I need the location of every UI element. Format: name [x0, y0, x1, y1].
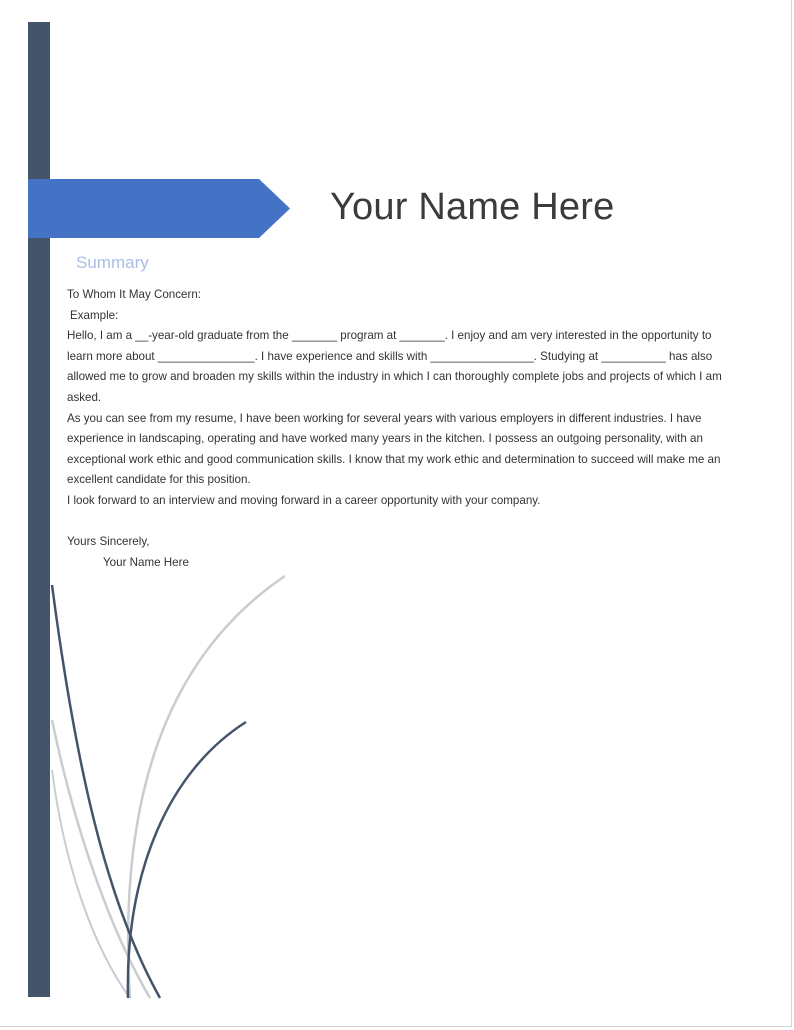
letter-signature: Your Name Here [103, 555, 189, 569]
spacer [67, 512, 737, 533]
letter-greeting: To Whom It May Concern: [67, 288, 202, 301]
swoosh-light-2 [52, 720, 150, 998]
summary-heading: Summary [76, 253, 149, 272]
letter-paragraph-1: Hello, I am a __-year-old graduate from the _______ program at _______. I enjoy and am very interested in the opportunity to learn more about _______________. I have experience and skills with ________________. Studying at __________ has also allowed me to grow and broaden my skills within the industry in which I can thoroughly complete jobs and projects of which I am asked. [67, 329, 722, 404]
swoosh-dark-1 [128, 722, 246, 998]
example-label: Example: [70, 308, 119, 322]
letter-paragraph-3: I look forward to an interview and moving forward in a career opportunity with your company. [67, 493, 541, 507]
name-title: Your Name Here [330, 186, 615, 228]
header-arrow-banner [28, 179, 290, 238]
letter-closing: Yours Sincerely, [67, 535, 150, 549]
letter-paragraph-2: As you can see from my resume, I have been working for several years with various employers in different industries. I have experience in landscaping, operating and have worked many years in the kitchen. I possess an outgoing personality, with an exceptional work ethic and good communication skills. I know that my work ethic and determination to succeed will make me an excellent candidate for this position. [67, 411, 721, 487]
cover-letter-body [67, 285, 737, 573]
swoosh-light-1 [128, 576, 285, 998]
